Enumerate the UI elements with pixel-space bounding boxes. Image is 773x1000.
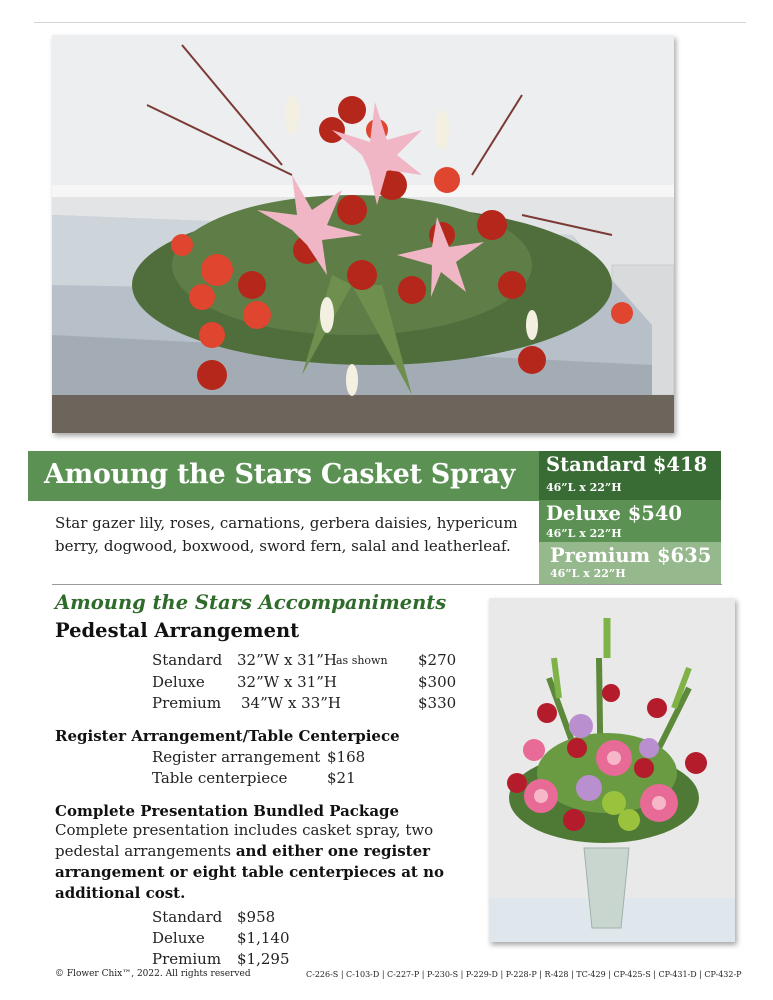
price: $958 (237, 908, 276, 926)
size: 32”W x 31”H (237, 673, 338, 691)
tier: Deluxe (152, 673, 205, 691)
product-title: Amoung the Stars Casket Spray (44, 459, 516, 490)
bundle-heading: Complete Presentation Bundled Package (55, 802, 400, 820)
note: as shown (336, 654, 388, 667)
tier: Premium (152, 950, 222, 968)
item: Register arrangement (152, 748, 321, 766)
pedestal-heading: Pedestal Arrangement (55, 619, 300, 642)
price: $21 (327, 769, 356, 787)
price-deluxe: Deluxe $540 (546, 502, 682, 525)
casket-spray-photo (52, 35, 674, 433)
bundle-row (0, 929, 480, 949)
price-box-deluxe (539, 500, 721, 542)
product-description: Star gazer lily, roses, carnations, gerbera daisies, hypericum berry, dogwood, boxwood, sword fern, salal and leatherleaf. (55, 514, 518, 555)
item: Table centerpiece (152, 769, 288, 787)
price: $270 (418, 651, 457, 669)
register-row (0, 748, 480, 768)
price: $300 (418, 673, 457, 691)
register-row (0, 769, 480, 789)
tier: Standard (152, 651, 223, 669)
dims-premium: 46”L x 22”H (550, 567, 626, 580)
price: $1,295 (237, 950, 290, 968)
register-heading: Register Arrangement/Table Centerpiece (55, 727, 400, 745)
section-divider (52, 584, 722, 585)
accompaniments-heading: Amoung the Stars Accompaniments (55, 591, 447, 614)
price-box-standard (539, 451, 721, 500)
bundle-row (0, 950, 480, 970)
bundle-row (0, 908, 480, 928)
price-box-premium (539, 542, 721, 584)
price-premium: Premium $635 (550, 544, 712, 567)
tier: Standard (152, 908, 223, 926)
price: $330 (418, 694, 457, 712)
tier: Deluxe (152, 929, 205, 947)
pedestal-row (0, 694, 480, 714)
dims-deluxe: 46”L x 22”H (546, 527, 622, 540)
product-codes: C-226-S | C-103-D | C-227-P | P-230-S | P-229-D | P-228-P | R-428 | TC-429 | CP-425-S | CP-431-D | CP-432-P (306, 970, 742, 979)
pedestal-arrangement-photo (489, 598, 735, 942)
dims-standard: 46”L x 22”H (546, 481, 622, 494)
price-standard: Standard $418 (546, 453, 708, 476)
tier: Premium (152, 694, 222, 712)
pedestal-row (0, 673, 480, 693)
top-divider (34, 22, 746, 23)
title-band (28, 451, 540, 501)
bundle-description (55, 820, 485, 904)
price: $168 (327, 748, 366, 766)
price: $1,140 (237, 929, 290, 947)
size: 32”W x 31”H (237, 651, 338, 669)
bundle-text-plain: Complete presentation includes casket spray, two pedestal arrangements (55, 821, 434, 860)
pedestal-row (0, 651, 480, 671)
copyright: © Flower Chix™, 2022. All rights reserved (55, 969, 251, 979)
size: 34”W x 33”H (241, 694, 342, 712)
bundle-text-bold: and either one register arrangement or eight table centerpieces at no additional cost. (55, 842, 444, 902)
